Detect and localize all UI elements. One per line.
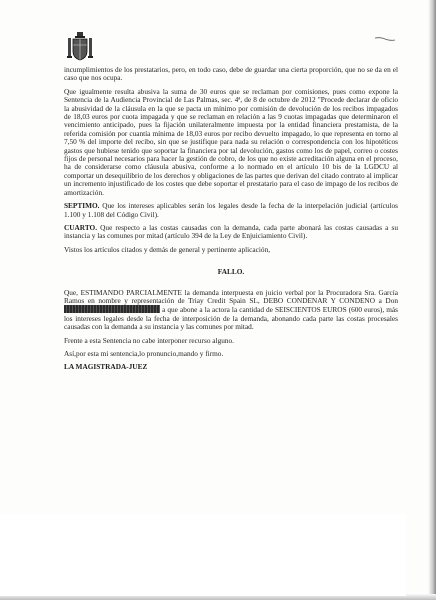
- document-body: [64, 66, 398, 377]
- signature-title: LA MAGISTRADA-JUEZ: [64, 362, 148, 372]
- handwritten-mark-icon: [374, 36, 396, 42]
- blank-redaction-area: [0, 514, 406, 596]
- cuarto-text: Que respecto a las costas causadas con la demanda, cada parte abonará las costas causadas a su instancia y las comunes por mitad (artículo 394 de la Ley de Enjuiciamiento Civil).: [64, 222, 398, 241]
- redaction-box: [64, 305, 160, 313]
- paragraph-recurso: Frente a esta Sentencia no cabe interponer recurso alguno.: [64, 335, 234, 345]
- paragraph-vistos: Vistos los artículos citados y demás de general y pertinente aplicación,: [64, 244, 271, 254]
- fallo-text-end: a que abone a la actora la cantidad de SEISCIENTOS EUROS (600 euros), más los intereses legales desde la fecha de interposición de la demanda, abonando cada parte las costas procesales causadas con la demanda a su instancia y las comunes por mitad.: [64, 305, 398, 332]
- septimo-text: Que los intereses aplicables serán los legales desde la fecha de la interpelación judicial (artículos 1.100 y 1.108 del Código Civil).: [64, 201, 398, 219]
- paragraph-proporcion: incumplimientos de los prestatarios, pero, en todo caso, debe de guardar una cierta proporción, que no se da en el caso que nos ocupa.: [64, 65, 398, 83]
- paragraph-fallo: [64, 289, 398, 332]
- fallo-heading: FALLO.: [217, 267, 245, 277]
- page-edge-shadow: [428, 0, 436, 600]
- paragraph-comisiones: Que igualmente resulta abusiva la suma de 30 euros que se reclaman por comisiones, pues como expone la Sentencia de la Audiencia Provincial de Las Palmas, sec. 4ª, de 8 de octubre de 2012 "Procede declarar de oficio la abusividad de la cláusula en la que se pacta un mínimo por comisión de devolución de los recibos impagados de 18,03 euros por cuota impagada y que se reclaman en relación a las 9 cuotas impagadas que determinaron el vencimiento anticipado, pues la fijación unilateralmente impuesta por la entidad financiera prestamista, de la referida comisión por cuantía mínima de 18,03 euros por recibo devuelto impagado, lo que representa en torno al 7,50 % del importe del recibo, sin que se justifique para nada su relación o correspondencia con los hipotéticos gastos que hubiese tenido que soportar la financiera por tal devolución, gastos como los de papel, correo o costes fijos de personal necesarios para hacer la gestión de cobro, de los que no existe acreditación alguna en el proceso, ha de considerarse como cláusula abusiva, conforme a lo normado en el artículo 10 bis de la LGDCU al comportar un desequilibrio de los derechos y obligaciones de las partes que derivan del citado contrato al implicar un incremento injustificado de los costes que debe soportar el prestatario para el caso de impago de los recibos de amortización.: [64, 86, 398, 197]
- paragraph-asi: Así,por esta mi sentencia,lo pronuncio,mando y firmo.: [64, 348, 224, 358]
- paragraph-septimo: [64, 202, 398, 219]
- fallo-text-start: Que, ESTIMANDO PARCIALMENTE la demanda interpuesta en juicio verbal por la Procuradora Sra. García Ramos en nombre y representación de Triay Credit Spain SL, DEBO CONDENAR Y CONDENO a Don: [64, 287, 398, 305]
- cuarto-label: CUARTO.: [64, 222, 98, 232]
- coat-of-arms-icon: [66, 30, 94, 64]
- paragraph-cuarto: [64, 224, 398, 241]
- septimo-label: SEPTIMO.: [64, 201, 100, 211]
